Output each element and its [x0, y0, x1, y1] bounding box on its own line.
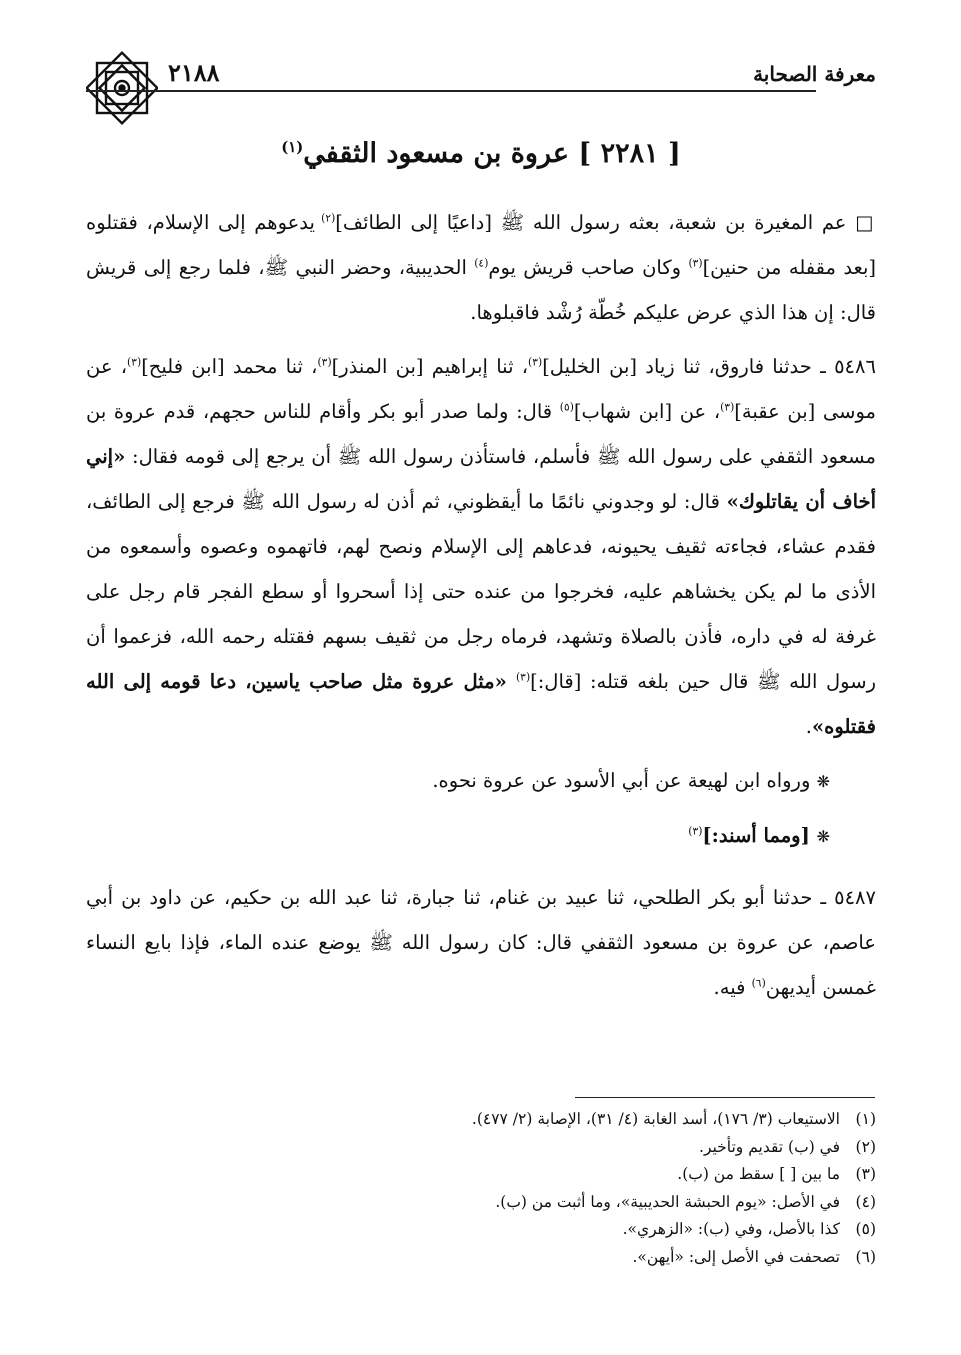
body-text [86, 200, 876, 1010]
footnote-text: الاستيعاب (٣/ ١٧٦)، أسد الغابة (٤/ ٣١)، الإصابة (٢/ ٤٧٧). [471, 1110, 840, 1128]
footnote-ref: (١) [281, 138, 304, 156]
text-run: . [805, 715, 812, 738]
text-run: ، ثنا محمد [ابن فليح] [141, 355, 318, 378]
text-run: فيه. [713, 976, 752, 999]
footnote [86, 1106, 876, 1134]
footnote-number: (٣) [855, 1165, 876, 1183]
footnote-ref: (٣) [688, 256, 703, 270]
footnote-number: (٤) [855, 1192, 876, 1211]
bold-text: [ومما أسند:] [702, 824, 817, 847]
text-run: ورواه ابن لهيعة عن أبي الأسود عن عروة نحوه. [432, 769, 817, 792]
page-number: ٢١٨٨ [168, 58, 220, 87]
footnote-ref: (٣) [528, 355, 543, 369]
footnote-text: كذا بالأصل، وفي (ب): «الزهري». [622, 1220, 840, 1238]
footnote [86, 1189, 876, 1217]
footnote-ref: (٣) [515, 670, 531, 684]
text-run: ، عن موسى [بن عقبة] [86, 355, 876, 423]
footnote-number: (٥) [855, 1220, 876, 1238]
footnote-ref: (٣) [127, 355, 142, 369]
note-paragraph [86, 758, 876, 804]
text-run: ، ثنا إبراهيم [بن المنذر] [331, 355, 529, 378]
footnote-ref: (٤) [474, 256, 489, 270]
text-run: يدعوهم إلى الإسلام، فقتلوه [بعد مقفله من حنين] [86, 211, 876, 279]
text-run: وكان صاحب قريش يوم [488, 256, 689, 279]
note-paragraph [86, 813, 876, 859]
footnote-ref: (٢) [321, 211, 336, 225]
text-run: ٥٤٨٧ ـ حدثنا أبو بكر الطلحي، ثنا عبيد بن غنام، ثنا جبارة، ثنا عبد الله بن حكيم، عن داود بن أبي عاصم، عن عروة بن مسعود الثقفي قال: كان رسول الله ﷺ يوضع عنده الماء، فإذا بايع النساء غمسن أيديهن [86, 886, 876, 999]
footnote [86, 1134, 876, 1162]
text-run: الحديبية، وحضر النبي ﷺ، فلما رجع إلى قريش قال: إن هذا الذي عرض عليكم خُطّة رُشْد فاقبلوها. [86, 256, 876, 324]
text-run: قال: لو وجدوني نائمًا ما أيقظوني، ثم أذن له رسول الله ﷺ فرجع إلى الطائف، فقدم عشاء، فجاءته ثقيف يحيونه، فدعاهم إلى الإسلام ونصح لهم، فاتهموه وعصوه وأسمعوه من الأذى ما لم يكن يخشاهم عليه، فخرجوا من عنده حتى إذا أسحروا أو سطع الفجر قام رجل على غرفة له في داره، فأذن بالصلاة وتشهد، فرماه رجل من ثقيف بسهم فقتله رحمه الله، فزعموا أن رسول الله ﷺ قال حين بلغه قتله: [قال:] [86, 490, 876, 693]
footnote-text: في الأصل: «يوم الحبشة الحديبية»، وما أثبت من (ب). [495, 1192, 840, 1211]
hadith-5487-paragraph [86, 875, 876, 1010]
footnote-ref: (٣) [317, 355, 332, 369]
footnote-text: تصحفت في الأصل إلى: «أيهن». [632, 1247, 840, 1266]
book-title: معرفة الصحابة [753, 62, 876, 86]
footnote [86, 1244, 876, 1272]
footnote-number: (١) [855, 1110, 876, 1128]
octagram-ornament-icon [86, 48, 158, 128]
header-rule [86, 90, 816, 92]
bold-quote: «مثل عروة مثل صاحب ياسين، دعا قومه إلى الله فقتلوه» [86, 670, 876, 738]
entry-title-text: [ ٢٢٨١ ] عروة بن مسعود الثقفي [303, 138, 681, 169]
footnote-text: ما بين [ ] سقط من (ب). [677, 1165, 840, 1183]
footnote-text: في (ب) تقديم وتأخير. [699, 1137, 840, 1156]
intro-paragraph [86, 200, 876, 335]
footnote-rule [575, 1097, 875, 1098]
footnote-number: (٢) [855, 1137, 876, 1156]
bold-quote: «إني أخاف أن يقاتلوك» [86, 445, 876, 513]
text-run: ٥٤٨٦ ـ حدثنا فاروق، ثنا زياد [بن الخليل] [542, 355, 876, 378]
footnote-ref: (٣) [688, 824, 703, 838]
footnote-number: (٦) [855, 1247, 876, 1266]
footnote [86, 1161, 876, 1189]
footnote [86, 1216, 876, 1244]
star-icon: ❋ [816, 827, 830, 846]
text-run: قال: ولما صدر أبو بكر وأقام للناس حجهم، قدم عروة بن مسعود الثقفي على رسول الله ﷺ فأسلم، فاستأذن رسول الله ﷺ أن يرجع إلى قومه فقال: [86, 400, 876, 468]
entry-title [86, 138, 876, 169]
text-run: ، عن [ابن شهاب] [573, 400, 721, 423]
footnotes [86, 1106, 876, 1271]
page-header [86, 48, 876, 138]
footnote-ref: (٦) [751, 976, 766, 990]
star-icon: ❋ [816, 772, 830, 791]
footnote-ref: (٥) [559, 400, 574, 414]
footnote-ref: (٣) [720, 400, 735, 414]
text-run: □ عم المغيرة بن شعبة، بعثه رسول الله ﷺ [داعيًا إلى الطائف] [335, 211, 876, 234]
hadith-5486-paragraph [86, 344, 876, 749]
